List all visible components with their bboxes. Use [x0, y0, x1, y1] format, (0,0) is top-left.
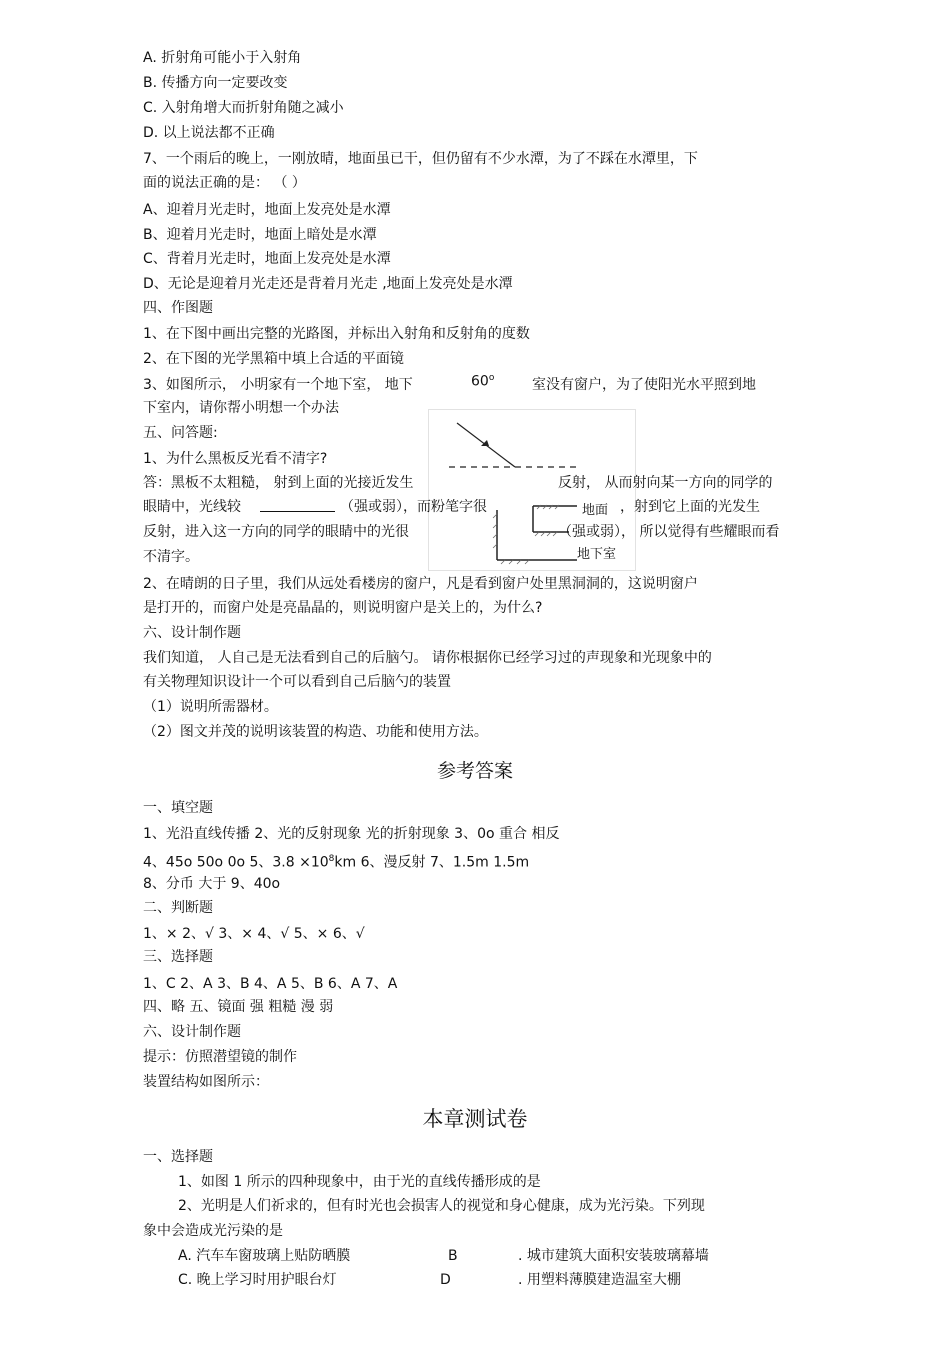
ray-arrow-icon	[481, 440, 489, 446]
angle-label: 60$^o$	[471, 373, 495, 390]
chapter-test-q1: 1、如图 1 所示的四种现象中，由于光的直线传播形成的是	[178, 1174, 541, 1190]
hatching	[493, 505, 559, 564]
q7-option-b: B、迎着月光走时，地面上暗处是水潭	[143, 227, 377, 243]
section5-q2-line2: 是打开的，而窗户处是亮晶晶的，则说明窗户是关上的，为什么?	[143, 600, 543, 616]
section4-title: 四、作图题	[143, 300, 213, 316]
section5-a1-line2b: （强或弱），而粉笔字很	[340, 499, 487, 515]
chapter-test-title: 本章测试卷	[422, 1107, 528, 1131]
section5-a1-line2c: ，射到它上面的光发生	[620, 499, 760, 515]
section4-q2: 2、在下图的光学黑箱中填上合适的平面镜	[143, 351, 404, 367]
answers-s1-line2: 4、45o 50o 0o 5、$3.8 \times 10^8km$ 6、漫反射 7、1.5m 1.5m	[143, 854, 530, 871]
section5-q2-line1: 2、在晴朗的日子里，我们从远处看楼房的窗户，凡是看到窗户处里黑洞洞的，这说明窗户	[143, 576, 698, 592]
chapter-test-q2-option-d-letter: D	[440, 1272, 451, 1288]
answers-s2-title: 二、判断题	[143, 900, 213, 916]
section4-q3-part1: 3、如图所示， 小明家有一个地下室， 地下	[143, 377, 413, 393]
section6-line1: 我们知道， 人自己是无法看到自己的后脑勺。 请你根据你已经学习过的声现象和光现象中的	[143, 650, 712, 666]
q7-option-c: C、背着月光走时，地面上发亮处是水潭	[143, 251, 391, 267]
section5-a1-line2a: 眼睛中，光线较	[143, 499, 241, 515]
answers-s4-line1: 四、略 五、镜面 强 粗糙 漫 弱	[143, 999, 334, 1015]
section6-line3: （1）说明所需器材。	[143, 699, 278, 715]
q6-option-d: D. 以上说法都不正确	[143, 125, 275, 141]
section6-title: 六、设计制作题	[143, 625, 241, 641]
answers-s6-line1: 提示：仿照潜望镜的制作	[143, 1049, 297, 1065]
section4-q3-part2: 室没有窗户，为了使阳光水平照到地	[532, 377, 756, 393]
section4-q3-part3: 下室内，请你帮小明想一个办法	[143, 400, 339, 416]
chapter-test-s1-title: 一、选择题	[143, 1149, 213, 1165]
section5-title: 五、问答题:	[143, 425, 218, 441]
figure-label-basement: 地下室	[577, 547, 617, 562]
section5-a1-line1a: 答：黑板不太粗糙， 射到上面的光接近发生	[143, 475, 414, 491]
answers-s3-title: 三、选择题	[143, 949, 213, 965]
chapter-test-q2-line1: 2、光明是人们祈求的，但有时光也会损害人的视觉和身心健康，成为光污染。下列现	[178, 1198, 705, 1214]
answers-s3-line1: 1、C 2、A 3、B 4、A 5、B 6、A 7、A	[143, 976, 398, 992]
section6-line4: （2）图文并茂的说明该装置的构造、功能和使用方法。	[143, 724, 488, 740]
section5-a1-line4: 不清字。	[143, 549, 199, 565]
chapter-test-q2-option-b: . 城市建筑大面积安装玻璃幕墙	[518, 1248, 709, 1264]
answers-s1-line3: 8、分币 大于 9、40o	[143, 876, 281, 892]
chapter-test-q2-option-d: . 用塑料薄膜建造温室大棚	[518, 1272, 681, 1288]
answers-s6-line2: 装置结构如图所示：	[143, 1074, 269, 1090]
q7-option-a: A、迎着月光走时，地面上发亮处是水潭	[143, 202, 391, 218]
answer-blank	[260, 497, 335, 518]
section5-q1: 1、为什么黑板反光看不清字?	[143, 451, 328, 467]
answers-s2-line1: 1、× 2、√ 3、× 4、√ 5、× 6、√	[143, 926, 365, 942]
q6-option-b: B. 传播方向一定要改变	[143, 75, 288, 91]
chapter-test-q2-option-c: C. 晚上学习时用护眼台灯	[178, 1272, 337, 1288]
section5-a1-line1b: 反射， 从而射向某一方向的同学的	[558, 475, 773, 491]
chapter-test-q2-option-b-letter: B	[448, 1248, 458, 1264]
q6-option-a: A. 折射角可能小于入射角	[143, 50, 302, 66]
figure-label-ground: 地面	[582, 503, 609, 518]
answers-title: 参考答案	[436, 760, 513, 782]
answers-s1-line1: 1、光沿直线传播 2、光的反射现象 光的折射现象 3、0o 重合 相反	[143, 826, 560, 842]
answers-s1-title: 一、填空题	[143, 800, 213, 816]
chapter-test-q2-option-a: A. 汽车车窗玻璃上贴防晒膜	[178, 1248, 351, 1264]
section4-q1: 1、在下图中画出完整的光路图，并标出入射角和反射角的度数	[143, 326, 530, 342]
answers-s6-title: 六、设计制作题	[143, 1024, 241, 1040]
section5-a1-line3b: （强或弱）， 所以觉得有些耀眼而看	[558, 524, 780, 540]
chapter-test-q2-line2: 象中会造成光污染的是	[143, 1223, 283, 1239]
section6-line2: 有关物理知识设计一个可以看到自己后脑勺的装置	[143, 674, 451, 690]
q6-option-c: C. 入射角增大而折射角随之减小	[143, 100, 344, 116]
q7-option-d: D、无论是迎着月光走还是背着月光走 ,地面上发亮处是水潭	[143, 276, 513, 292]
section5-a1-line3a: 反射，进入这一方向的同学的眼睛中的光很	[143, 524, 409, 540]
q7-stem-line2: 面的说法正确的是： （ ）	[143, 175, 306, 191]
q7-stem-line1: 7、一个雨后的晚上，一刚放晴，地面虽已干，但仍留有不少水潭，为了不踩在水潭里，下	[143, 151, 698, 167]
